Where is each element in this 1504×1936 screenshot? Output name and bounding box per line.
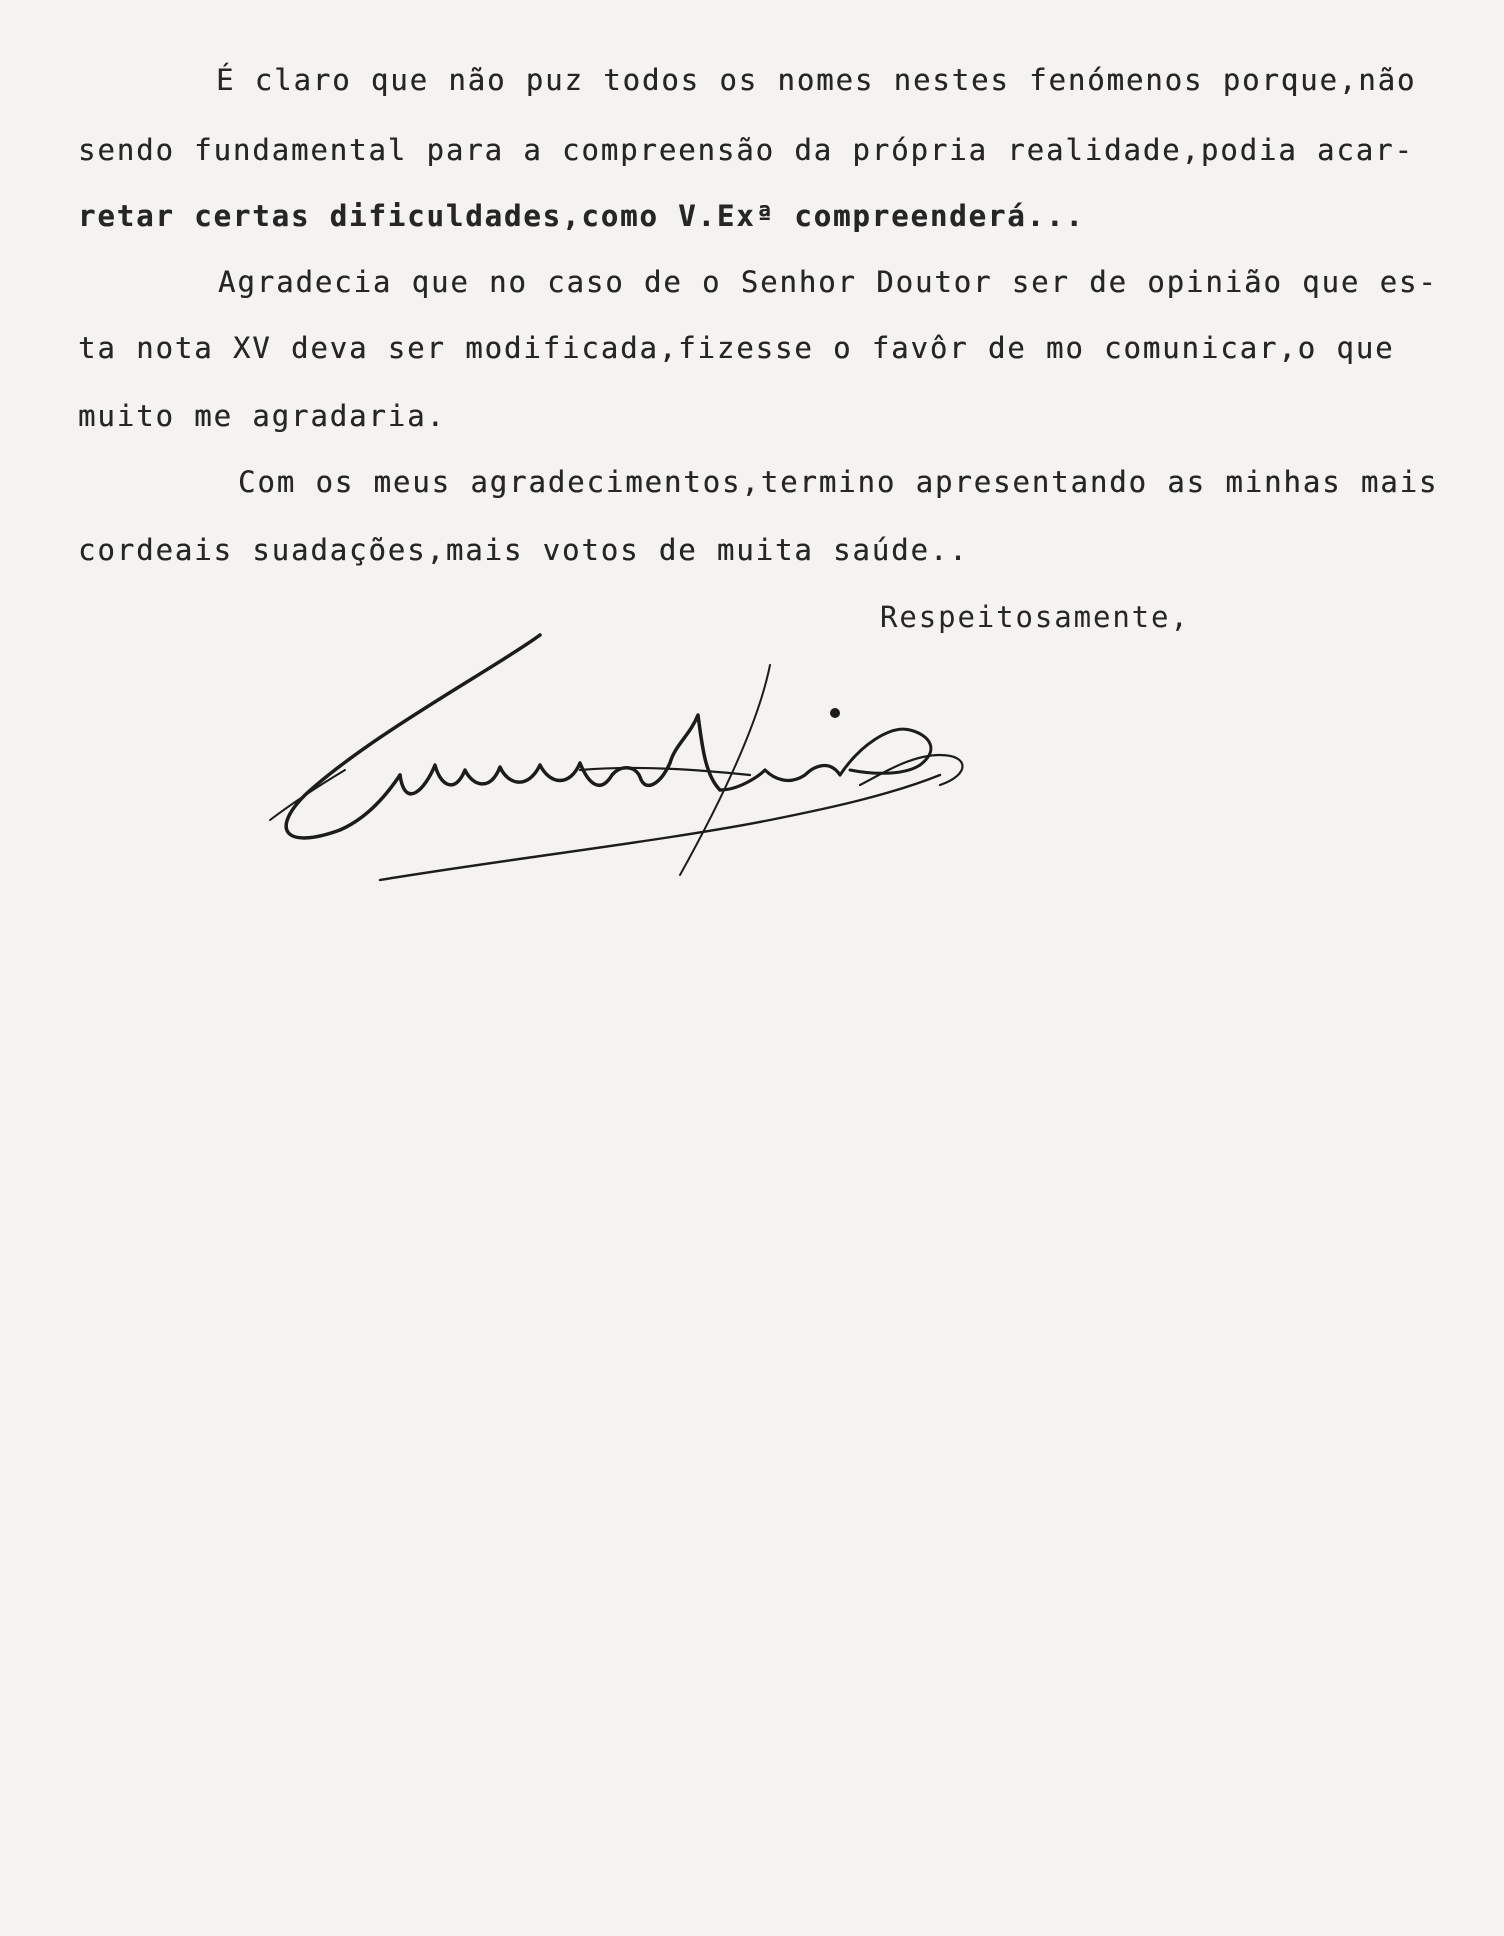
letter-line-8: cordeais suadações,mais votos de muita saúde.. <box>78 533 969 567</box>
letter-line-4: Agradecia que no caso de o Senhor Doutor ser de opinião que es- <box>218 265 1438 299</box>
letter-line-3: retar certas dificuldades,como V.Exª compreenderá... <box>78 199 1085 233</box>
letter-line-6: muito me agradaria. <box>78 399 446 433</box>
handwritten-signature <box>250 625 1050 905</box>
letter-line-7: Com os meus agradecimentos,termino apresentando as minhas mais <box>238 465 1439 499</box>
letter-line-5: ta nota XV deva ser modificada,fizesse o favôr de mo comunicar,o que <box>78 331 1395 365</box>
letter-line-2: sendo fundamental para a compreensão da própria realidade,podia acar- <box>78 133 1414 167</box>
closing-salutation: Respeitosamente, <box>880 600 1190 634</box>
letter-line-1: É claro que não puz todos os nomes nestes fenómenos porque,não <box>216 63 1417 97</box>
